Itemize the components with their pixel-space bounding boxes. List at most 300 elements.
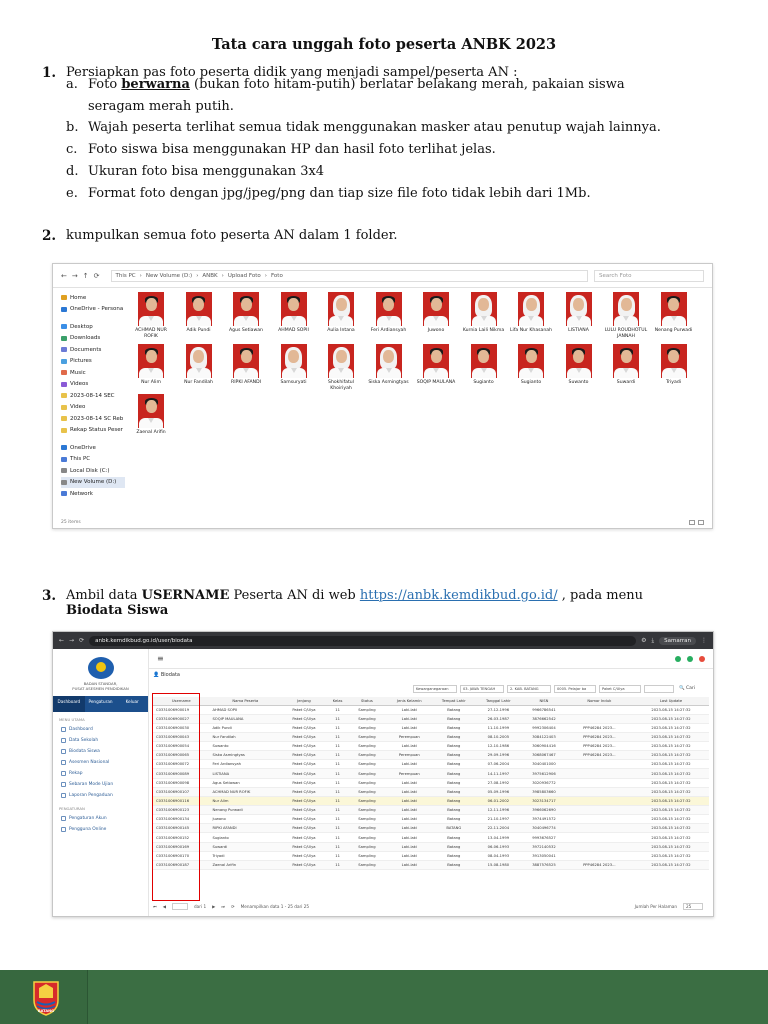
student-photo [613,292,639,326]
table-cell: SOQIP MAULANA [209,714,281,723]
table-cell: Perempuan [385,732,433,741]
photo-file[interactable] [652,292,696,334]
table-cell: Siska Asmingtyas [209,751,281,760]
menu-item[interactable] [53,768,148,779]
table-cell: PPP46284 2023... [566,742,633,751]
table-cell: Sampling [348,787,385,796]
table-row[interactable] [153,833,709,842]
table-cell: C0331006900145 [153,824,209,833]
face-shape [241,350,252,363]
table-cell: Sampling [348,815,385,824]
explorer-sidebar-label: Network [70,490,93,497]
table-cell: PPP46284 2023... [566,860,633,869]
anbk-link[interactable]: https://anbk.kemdikbud.go.id/ [359,588,558,603]
face-shape [526,298,537,311]
explorer-sidebar [61,292,125,500]
rows-per-page-select[interactable]: 25 [683,903,703,910]
table-cell: Sampling [348,705,385,714]
column-header[interactable]: NISN [522,697,565,705]
table-cell: C0331006900030 [153,723,209,732]
explorer-sidebar-item[interactable] [61,344,125,356]
step-3-number: 3. [42,588,57,604]
table-cell: Sampling [348,723,385,732]
reload-icon[interactable]: ⟳ [79,637,85,644]
table-row[interactable] [153,815,709,824]
page-input[interactable] [172,903,188,910]
table-cell: PPP46284 2023... [566,751,633,760]
path-segment[interactable]: New Volume (D:) [145,272,193,279]
photo-file[interactable] [177,292,221,334]
explorer-sidebar-item[interactable] [61,402,125,414]
folder-icon [61,382,67,387]
collar-shape [243,316,249,321]
table-cell: Paket C/Ulya [281,769,327,778]
explorer-sidebar-item[interactable] [61,454,125,466]
table-cell: 3974491572 [522,815,565,824]
column-header[interactable]: Jenjang [281,697,327,705]
explorer-view-toggle[interactable] [689,520,704,525]
explorer-sidebar-item[interactable] [61,425,125,437]
photo-file[interactable] [319,292,363,334]
photo-file[interactable] [129,292,173,339]
path-segment[interactable]: This PC [115,272,136,279]
menu-item[interactable] [53,824,148,835]
table-cell: 9992306404 [522,723,565,732]
path-segment[interactable]: Upload Foto [227,272,261,279]
table-cell: C0331006900123 [153,806,209,815]
path-separator: › [264,272,267,279]
table-cell: 2023-08-15 14:27:32 [633,833,709,842]
explorer-sidebar-label: 2023-08-14 SEC [70,392,115,399]
table-cell: 13-04-1999 [474,833,522,842]
table-cell: Sampling [348,842,385,851]
face-shape [288,350,299,363]
photo-filename: AHMAD SOPII [278,328,309,333]
table-cell: 2023-08-15 14:27:32 [633,769,709,778]
photo-file[interactable] [224,292,268,334]
table-cell: Perempuan [385,751,433,760]
table-cell: Paket C/Ulya [281,824,327,833]
photo-file[interactable] [414,292,458,334]
student-photo [328,292,354,326]
table-cell: 2023-08-15 14:27:32 [633,732,709,741]
table-cell: Agus Setiawan [209,778,281,787]
filter-select[interactable]: Paket C/Ulya [599,685,641,693]
photo-file[interactable] [604,292,648,339]
refresh-icon[interactable]: ⟳ [231,904,235,909]
tiles-view-icon[interactable] [698,520,704,525]
menu-item-icon [61,771,66,776]
table-cell: 11 [327,806,349,815]
photo-filename: Suwardi [616,380,636,385]
explorer-sidebar-item[interactable] [61,379,125,391]
menu-item[interactable] [53,746,148,757]
menu-item[interactable] [53,790,148,801]
document-title: Tata cara unggah foto peserta ANBK 2023 [211,36,557,53]
table-cell: C0331006900027 [153,714,209,723]
photo-file[interactable] [129,394,173,436]
browser-profile[interactable]: Samarran [659,637,696,645]
photo-file[interactable] [129,344,173,386]
photo-file[interactable] [224,344,268,386]
details-view-icon[interactable] [689,520,695,525]
table-cell: 11 [327,769,349,778]
collar-shape [386,368,392,373]
explorer-sidebar-label: Video [70,404,86,411]
explorer-sidebar-label: Music [70,369,86,376]
table-row[interactable] [153,723,709,732]
username-column-highlight [152,693,200,901]
explorer-sidebar-item[interactable] [61,333,125,345]
browser-url-bar[interactable]: anbk.kemdikbud.go.id/user/biodata [89,636,636,646]
table-cell: Laki-laki [385,787,433,796]
column-header[interactable]: Nama Peserta [209,697,281,705]
sidebar-tab[interactable]: Pengaturan [88,699,113,704]
photo-file[interactable] [319,344,363,391]
table-row[interactable] [153,714,709,723]
face-shape [431,350,442,363]
table-footer [153,903,703,910]
menu-item-icon [61,827,66,832]
table-cell: Batang [433,705,474,714]
table-cell: Laki-laki [385,723,433,732]
last-page-icon[interactable]: ⏭ [221,904,226,909]
table-cell: Paket C/Ulya [281,705,327,714]
face-shape [668,350,679,363]
folder-icon [61,307,67,312]
photo-filename: Adik Pundi [186,328,211,333]
table-cell [566,796,633,805]
table-row[interactable] [153,842,709,851]
table-cell [566,705,633,714]
forward-icon[interactable]: → [69,637,75,644]
explorer-sidebar-item[interactable] [61,488,125,500]
path-separator: › [221,272,224,279]
table-cell: Laki-laki [385,806,433,815]
photo-filename: SOQIP MAULANA [416,380,456,385]
student-photo [281,344,307,378]
hamburger-icon[interactable]: ≡ [157,654,164,663]
explorer-sidebar-label: 2023-08-14 SC Reb [70,415,124,422]
folder-icon [61,324,67,329]
explorer-search-placeholder: Search Foto [599,272,632,279]
student-photo [661,292,687,326]
message-icon[interactable] [687,656,693,662]
table-row[interactable] [153,769,709,778]
path-segment[interactable]: ANBK [202,272,218,279]
filter-select[interactable]: 0005. Pelajar ba [554,685,596,693]
table-cell: Suwanto [209,742,281,751]
explorer-sidebar-item[interactable] [61,413,125,425]
table-cell: 9966786541 [522,705,565,714]
student-photo [186,292,212,326]
photo-file[interactable] [557,292,601,334]
table-cell: Batang [433,742,474,751]
table-cell: Paket C/Ulya [281,760,327,769]
download-icon[interactable]: ⤓ [651,636,655,644]
folder-icon [61,359,67,364]
photo-file[interactable] [509,292,553,334]
table-cell: 2023-08-15 14:27:32 [633,860,709,869]
table-cell: Laki-laki [385,705,433,714]
column-header[interactable]: Tanggal Lahir [474,697,522,705]
photo-file[interactable] [462,292,506,334]
collar-shape [481,316,487,321]
table-cell: Batang [433,833,474,842]
table-cell: RIPKI AFANDI [209,824,281,833]
table-cell: C0331006900152 [153,833,209,842]
filter-select[interactable]: 03. JAWA TENGAH [460,685,504,693]
table-cell: 11 [327,778,349,787]
table-cell: BATANG [433,824,474,833]
menu-item-icon [61,782,66,787]
sidebar-tabs [53,696,148,712]
user-avatar[interactable] [699,656,705,662]
table-cell: C0331006900116 [153,796,209,805]
table-row[interactable] [153,860,709,869]
table-cell [566,806,633,815]
step-1c-letter: c. [66,142,78,157]
table-cell [566,714,633,723]
menu-item[interactable] [53,757,148,768]
explorer-sidebar-item[interactable] [61,292,125,304]
student-photo [376,292,402,326]
photo-file[interactable] [604,344,648,386]
folder-icon [61,295,67,300]
table-cell: Sampling [348,796,385,805]
step-1a-letter: a. [66,77,78,92]
photo-filename: Aulia Intana [327,328,355,333]
path-segment[interactable]: Foto [270,272,283,279]
photo-file[interactable] [509,344,553,386]
face-shape [478,350,489,363]
column-header[interactable]: Kelas [327,697,349,705]
menu-item-label: Pengguna Online [69,827,107,832]
table-cell: 3040401000 [522,760,565,769]
filter-select[interactable] [644,685,674,693]
face-shape [621,350,632,363]
table-row[interactable] [153,806,709,815]
photo-file[interactable] [557,344,601,386]
collar-shape [148,316,154,321]
photo-filename: Suwanto [568,380,589,385]
emblem-label: BATANG [37,1009,55,1013]
table-cell: 2023-08-15 14:27:32 [633,742,709,751]
explorer-sidebar-item[interactable] [61,321,125,333]
column-header[interactable]: Jenis Kelamin [385,697,433,705]
table-cell: 12-10-1986 [474,742,522,751]
next-page-icon[interactable]: ▶ [212,904,216,909]
folder-icon [61,347,67,352]
student-photo [471,292,497,326]
table-row[interactable] [153,796,709,805]
explorer-address-bar[interactable] [111,270,589,282]
column-header[interactable]: Username [153,697,209,705]
menu-item-label: Rekap [69,771,83,776]
photo-file[interactable] [652,344,696,386]
sidebar-tab[interactable]: Dashboard [53,696,85,712]
table-cell [566,833,633,842]
face-shape [193,350,204,363]
explorer-sidebar-item[interactable] [61,367,125,379]
sidebar-tab[interactable]: Keluar [125,699,139,704]
table-cell: Adik Pundi [209,723,281,732]
explorer-sidebar-item[interactable] [61,477,125,489]
browser-toolbar [53,632,713,649]
step-1d-letter: d. [66,164,79,179]
student-photo [471,344,497,378]
table-cell: C0331006900187 [153,860,209,869]
table-cell: 3985803660 [522,787,565,796]
table-row[interactable] [153,824,709,833]
table-cell: 11 [327,833,349,842]
face-shape [526,350,537,363]
menu-item[interactable] [53,779,148,790]
photo-file[interactable] [177,344,221,386]
collar-shape [433,316,439,321]
prev-page-icon[interactable]: ◀ [162,904,167,909]
table-cell [566,787,633,796]
column-header[interactable]: Tempat Lahir [433,697,474,705]
step-1a-continued: seragam merah putih. [88,99,234,114]
photo-file[interactable] [367,292,411,334]
explorer-sidebar-label: Local Disk (C:) [70,467,110,474]
table-cell: C0331006900089 [153,769,209,778]
table-cell: Laki-laki [385,860,433,869]
student-photo [328,344,354,378]
table-row[interactable] [153,778,709,787]
explorer-sidebar-item[interactable] [61,442,125,454]
table-cell: 2023-08-15 14:27:32 [633,723,709,732]
table-cell: Paket C/Ulya [281,778,327,787]
explorer-sidebar-item[interactable] [61,390,125,402]
table-row[interactable] [153,751,709,760]
table-cell: 11 [327,796,349,805]
collar-shape [671,368,677,373]
photo-filename: Siska Asmingtyas [368,380,409,385]
notification-icon[interactable] [675,656,681,662]
collar-shape [148,418,154,423]
table-row[interactable] [153,732,709,741]
table-cell: 11 [327,842,349,851]
menu-item[interactable] [53,735,148,746]
face-shape [573,298,584,311]
table-cell: Paket C/Ulya [281,742,327,751]
forward-icon[interactable]: → [71,271,78,280]
table-cell: Batang [433,760,474,769]
menu-item[interactable] [53,724,148,735]
table-cell: PPP46284 2023... [566,732,633,741]
explorer-sidebar-label: OneDrive [70,444,96,451]
folder-icon [61,480,67,485]
menu-heading-main: MENU UTAMA [59,717,85,722]
table-row[interactable] [153,851,709,860]
photo-filename: LULU ROUDHOTUL JANNAH [604,328,648,339]
table-cell: 11 [327,860,349,869]
table-cell: Paket C/Ulya [281,815,327,824]
explorer-sidebar-item[interactable] [61,304,125,316]
search-button[interactable]: 🔍 Cari [679,686,696,691]
explorer-sidebar-item[interactable] [61,465,125,477]
table-cell [566,815,633,824]
up-icon[interactable]: ↑ [82,271,89,280]
photo-file[interactable] [462,344,506,386]
back-icon[interactable]: ← [61,271,67,280]
table-cell: Batang [433,769,474,778]
explorer-sidebar-label: Videos [70,381,89,388]
table-cell: 9993676527 [522,833,565,842]
explorer-search-input[interactable] [594,270,704,282]
column-header[interactable]: Last Update [633,697,709,705]
refresh-icon[interactable]: ⟳ [93,271,100,280]
collar-shape [196,368,202,373]
table-cell: Sampling [348,824,385,833]
table-cell: Batang [433,723,474,732]
filter-select[interactable]: Kewarganegaraan [413,685,457,693]
table-cell: Laki-laki [385,796,433,805]
menu-item-icon [61,760,66,765]
table-cell: 2023-08-15 14:27:32 [633,824,709,833]
table-cell: Zaenal Arifin [209,860,281,869]
face-shape [336,350,347,363]
explorer-nav-buttons [61,272,105,280]
folder-icon [61,491,67,496]
table-cell: 27-12-1996 [474,705,522,714]
back-icon[interactable]: ← [59,637,65,644]
table-cell: 3020936772 [522,778,565,787]
table-cell: 2023-08-15 14:27:32 [633,751,709,760]
table-cell: Perempuan [385,769,433,778]
column-header[interactable]: Nomor Induk [566,697,633,705]
table-cell: Paket C/Ulya [281,787,327,796]
table-cell: Batang [433,806,474,815]
photo-file[interactable] [272,344,316,386]
table-row[interactable] [153,787,709,796]
table-cell: C0331006900072 [153,760,209,769]
menu-icon[interactable]: ⋮ [701,637,707,644]
first-page-icon[interactable]: ⏮ [153,904,157,909]
table-cell: Suwardi [209,842,281,851]
menu-item-icon [61,816,66,821]
table-cell: C0331006900170 [153,851,209,860]
menu-heading-settings: PENGATURAN [59,806,85,811]
photo-file[interactable] [272,292,316,334]
table-row[interactable] [153,705,709,714]
photo-file[interactable] [367,344,411,386]
table-row[interactable] [153,760,709,769]
file-explorer-screenshot [52,263,713,529]
student-photo [613,344,639,378]
menu-item[interactable] [53,813,148,824]
table-cell: C0331006900043 [153,732,209,741]
table-cell [566,778,633,787]
student-photo [566,292,592,326]
explorer-sidebar-item[interactable] [61,356,125,368]
table-row[interactable] [153,742,709,751]
berwarna-emphasis: berwarna [121,77,190,92]
table-cell: Paket C/Ulya [281,714,327,723]
photo-file[interactable] [414,344,458,386]
step-1-text: Persiapkan pas foto peserta didik yang menjadi sampel/peserta AN : [66,65,518,80]
collar-shape [338,368,344,373]
table-cell: Juwono [209,815,281,824]
filter-select[interactable]: 2. KAB. BATANG [507,685,551,693]
step-1a-text: Foto berwarna (bukan foto hitam-putih) berlatar belakang merah, pakaian siswa [88,77,625,92]
extensions-icon[interactable]: ⚙ [641,637,647,644]
column-header[interactable]: Status [348,697,385,705]
folder-icon [61,393,67,398]
collar-shape [291,316,297,321]
